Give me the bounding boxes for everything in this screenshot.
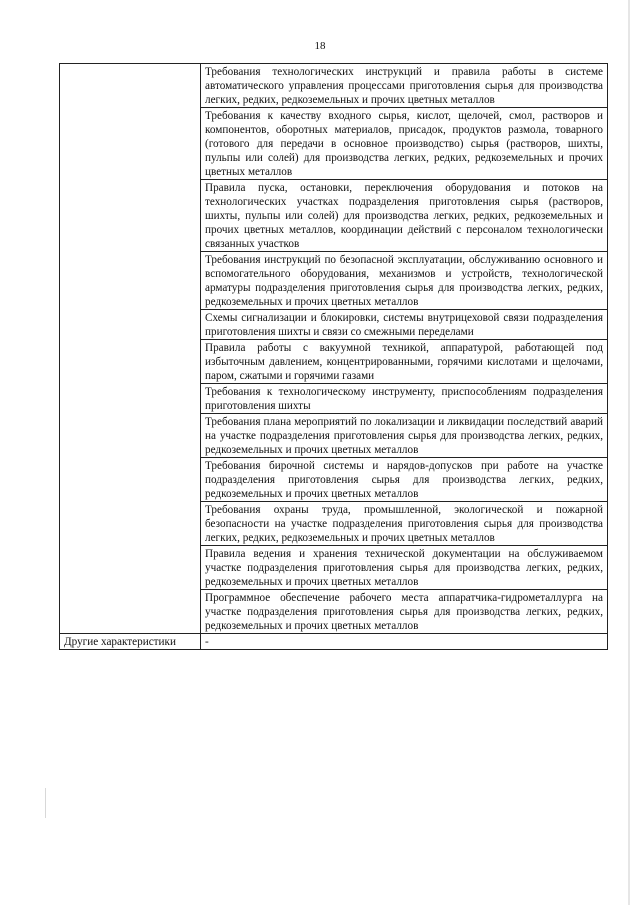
- other-characteristics-row: [60, 634, 608, 650]
- requirement-cell: Схемы сигнализации и блокировки, системы внутрицеховой связи подразделения приготовления шихты и связи со смежными переделами: [201, 310, 608, 340]
- page-number: 18: [314, 40, 326, 52]
- requirement-cell: Требования к технологическому инструменту, приспособлениям подразделения приготовления шихты: [201, 384, 608, 414]
- requirements-table: [59, 63, 608, 650]
- requirement-cell: Требования технологических инструкций и правила работы в системе автоматического управления процессами приготовления сырья для производства легких, редких, редкоземельных и прочих цветных металлов: [201, 64, 608, 108]
- requirements-table-body: [60, 64, 608, 650]
- other-characteristics-label: Другие характеристики: [60, 634, 201, 650]
- section-label-cell: [60, 64, 201, 634]
- requirement-cell: Требования плана мероприятий по локализации и ликвидации последствий аварий на участке подразделения приготовления сырья для производства легких, редких, редкоземельных и прочих цветных металлов: [201, 414, 608, 458]
- requirement-cell: Программное обеспечение рабочего места аппаратчика-гидрометаллурга на участке подразделения приготовления сырья для производства легких, редких, редкоземельных и прочих цветных металлов: [201, 590, 608, 634]
- requirement-cell: Правила работы с вакуумной техникой, аппаратурой, работающей под избыточным давлением, концентрированными, горячими кислотами и щелочами, паром, сжатыми и горячими газами: [201, 340, 608, 384]
- requirement-cell: Требования к качеству входного сырья, кислот, щелочей, смол, растворов и компонентов, оборотных материалов, присадок, продуктов размола, товарного (готового для передачи в основное производство) сырья (растворов, шихты, пульпы или солей) для производства легких, редких, редкоземельных и прочих цветных металлов: [201, 108, 608, 180]
- requirement-cell: Требования бирочной системы и нарядов-допусков при работе на участке подразделения приготовления сырья для производства легких, редких, редкоземельных и прочих цветных металлов: [201, 458, 608, 502]
- requirement-cell: Правила ведения и хранения технической документации на обслуживаемом участке подразделения приготовления сырья для производства легких, редких, редкоземельных и прочих цветных металлов: [201, 546, 608, 590]
- other-characteristics-value: -: [201, 634, 608, 650]
- requirement-cell: Правила пуска, остановки, переключения оборудования и потоков на технологических участках подразделения приготовления сырья (растворов, шихты, пульпы или солей) для производства легких, редких, редкоземельных и прочих цветных металлов, координации действий с персоналом технологически связанных участков: [201, 180, 608, 252]
- scan-mark: [45, 788, 46, 818]
- scan-edge: [628, 0, 630, 905]
- requirement-cell: Требования охраны труда, промышленной, экологической и пожарной безопасности на участке подразделения приготовления сырья для производства легких, редких, редкоземельных и прочих цветных металлов: [201, 502, 608, 546]
- requirement-cell: Требования инструкций по безопасной эксплуатации, обслуживанию основного и вспомогательного оборудования, механизмов и устройств, технологической арматуры подразделения приготовления сырья для производства легких, редких, редкоземельных и прочих цветных металлов: [201, 252, 608, 310]
- table-row: [60, 64, 608, 108]
